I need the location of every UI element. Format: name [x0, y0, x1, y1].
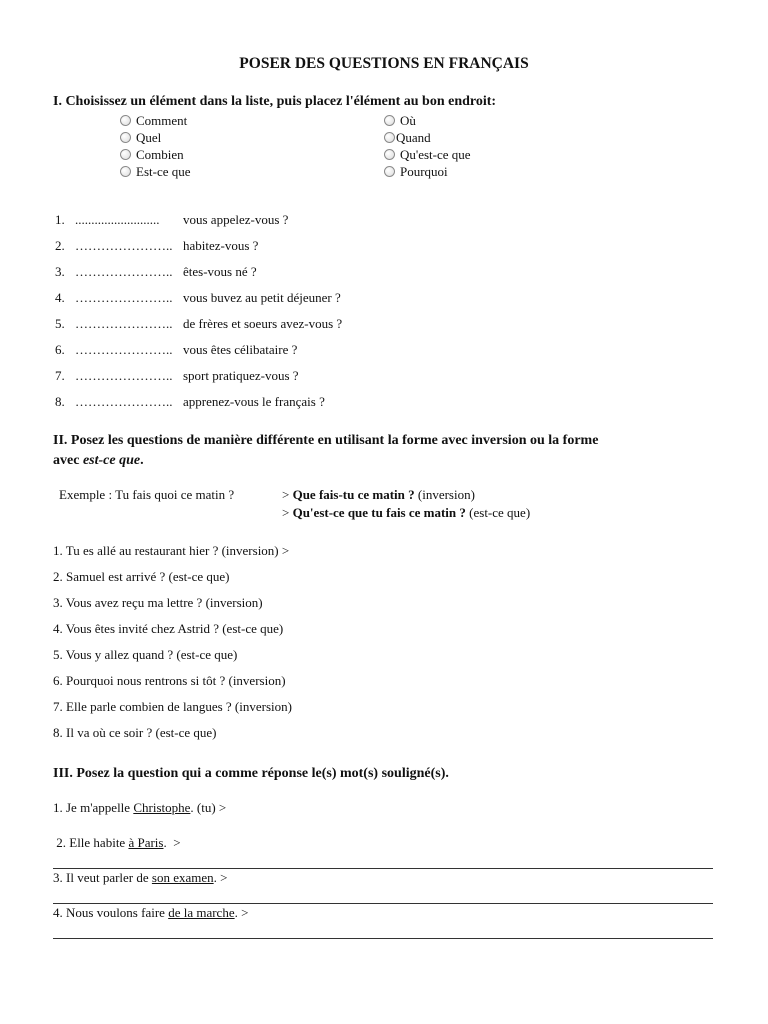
list-item [55, 337, 342, 363]
underlined-word: son examen [151, 870, 214, 885]
option-qu-est-ce-que[interactable] [384, 146, 471, 163]
heading-text: . [140, 453, 144, 468]
blank-field[interactable]: ………………….. [75, 394, 173, 409]
radio-icon[interactable] [120, 166, 131, 177]
list-item [55, 259, 342, 285]
item-text: 4. Nous voulons faire [53, 905, 169, 920]
list-item: 8. Il va où ce soir ? (est-ce que) [53, 725, 217, 740]
option-label: Qu'est-ce que [400, 147, 471, 162]
option-label: Pourquoi [400, 164, 448, 179]
blank-field[interactable]: ………………….. [75, 290, 173, 305]
item-number: 8. [55, 394, 65, 409]
item-number: 1. [55, 212, 65, 227]
example-answer-est-ce-que [282, 505, 530, 521]
list-item [55, 285, 342, 311]
option-est-ce-que[interactable] [120, 163, 191, 180]
arrow-text: > [282, 487, 290, 502]
blank-field[interactable]: ………………….. [75, 368, 173, 383]
list-item: 7. Elle parle combien de langues ? (inversion) [53, 699, 292, 714]
item-text: habitez-vous ? [183, 238, 259, 253]
item-text: 2. Elle habite [53, 835, 129, 850]
example-answer-tag: (inversion) [417, 487, 475, 502]
blank-field[interactable]: ………………….. [75, 316, 173, 331]
arrow-text: > [282, 505, 290, 520]
underlined-word: Christophe [133, 800, 191, 815]
blank-field[interactable]: .......................... [75, 212, 160, 227]
item-number: 6. [55, 342, 65, 357]
item-text: vous buvez au petit déjeuner ? [183, 290, 341, 305]
list-item: 3. Vous avez reçu ma lettre ? (inversion) [53, 595, 263, 610]
radio-icon[interactable] [120, 132, 131, 143]
underlined-word: de la marche [168, 905, 235, 920]
option-label: Combien [136, 147, 184, 162]
list-item [55, 311, 342, 337]
item-text: apprenez-vous le français ? [183, 394, 325, 409]
item-text: . (tu) > [190, 800, 227, 815]
options-right-column [384, 112, 471, 180]
item-text: 1. Je m'appelle [53, 800, 134, 815]
heading-text: avec [53, 453, 83, 468]
item-text: sport pratiquez-vous ? [183, 368, 299, 383]
option-quel[interactable] [120, 129, 191, 146]
section-2-heading-line1: II. Posez les questions de manière différente en utilisant la forme avec inversion ou la forme [53, 433, 599, 448]
list-item [55, 363, 342, 389]
option-pourquoi[interactable] [384, 163, 471, 180]
option-label: Est-ce que [136, 164, 191, 179]
heading-emphasis: est-ce que [82, 453, 141, 468]
item-text: êtes-vous né ? [183, 264, 257, 279]
blank-field[interactable]: ………………….. [75, 238, 173, 253]
options-left-column [120, 112, 191, 180]
radio-icon[interactable] [384, 166, 395, 177]
example-answer-text: Que fais-tu ce matin ? [292, 487, 415, 502]
option-combien[interactable] [120, 146, 191, 163]
underlined-word: à Paris [128, 835, 164, 850]
list-item [53, 870, 227, 886]
option-label: Où [400, 113, 416, 128]
item-number: 3. [55, 264, 65, 279]
item-text: vous appelez-vous ? [183, 212, 289, 227]
list-item [53, 835, 181, 851]
section-2-items [53, 538, 292, 746]
answer-line[interactable] [53, 868, 713, 869]
option-label: Comment [136, 113, 188, 128]
item-text: . > [234, 905, 249, 920]
answer-line[interactable] [53, 938, 713, 939]
list-item: 1. Tu es allé au restaurant hier ? (inversion) > [53, 543, 290, 558]
radio-icon[interactable] [384, 132, 395, 143]
section-3-heading: III. Posez la question qui a comme réponse le(s) mot(s) souligné(s). [53, 766, 449, 781]
section-1-items [55, 207, 342, 415]
example-answer-text: Qu'est-ce que tu fais ce matin ? [292, 505, 466, 520]
list-item: 5. Vous y allez quand ? (est-ce que) [53, 647, 238, 662]
list-item [53, 905, 248, 921]
page-title: POSER DES QUESTIONS EN FRANÇAIS [239, 55, 529, 72]
item-text: . > [213, 870, 228, 885]
answer-line[interactable] [53, 903, 713, 904]
section-1-heading: I. Choisissez un élément dans la liste, puis placez l'élément au bon endroit: [53, 94, 497, 109]
section-2-heading-line2 [53, 453, 144, 469]
list-item [55, 389, 342, 415]
item-number: 2. [55, 238, 65, 253]
item-text: . > [163, 835, 181, 850]
list-item [55, 207, 342, 233]
option-comment[interactable] [120, 112, 191, 129]
blank-field[interactable]: ………………….. [75, 342, 173, 357]
example-answer-inversion [282, 487, 475, 503]
list-item: 2. Samuel est arrivé ? (est-ce que) [53, 569, 230, 584]
option-label: Quel [136, 130, 162, 145]
option-quand[interactable] [384, 129, 471, 146]
item-number: 7. [55, 368, 65, 383]
list-item [53, 800, 226, 816]
radio-icon[interactable] [120, 115, 131, 126]
list-item [55, 233, 342, 259]
item-text: vous êtes célibataire ? [183, 342, 298, 357]
radio-icon[interactable] [120, 149, 131, 160]
item-text: de frères et soeurs avez-vous ? [183, 316, 343, 331]
item-text: 3. Il veut parler de [53, 870, 152, 885]
blank-field[interactable]: ………………….. [75, 264, 173, 279]
example-answer-tag: (est-ce que) [469, 505, 531, 520]
example-label: Exemple : Tu fais quoi ce matin ? [59, 487, 235, 502]
item-number: 4. [55, 290, 65, 305]
option-label: Quand [396, 130, 431, 145]
list-item: 4. Vous êtes invité chez Astrid ? (est-ce que) [53, 621, 284, 636]
radio-icon[interactable] [384, 115, 395, 126]
option-ou[interactable] [384, 112, 471, 129]
list-item: 6. Pourquoi nous rentrons si tôt ? (inversion) [53, 673, 286, 688]
radio-icon[interactable] [384, 149, 395, 160]
item-number: 5. [55, 316, 65, 331]
